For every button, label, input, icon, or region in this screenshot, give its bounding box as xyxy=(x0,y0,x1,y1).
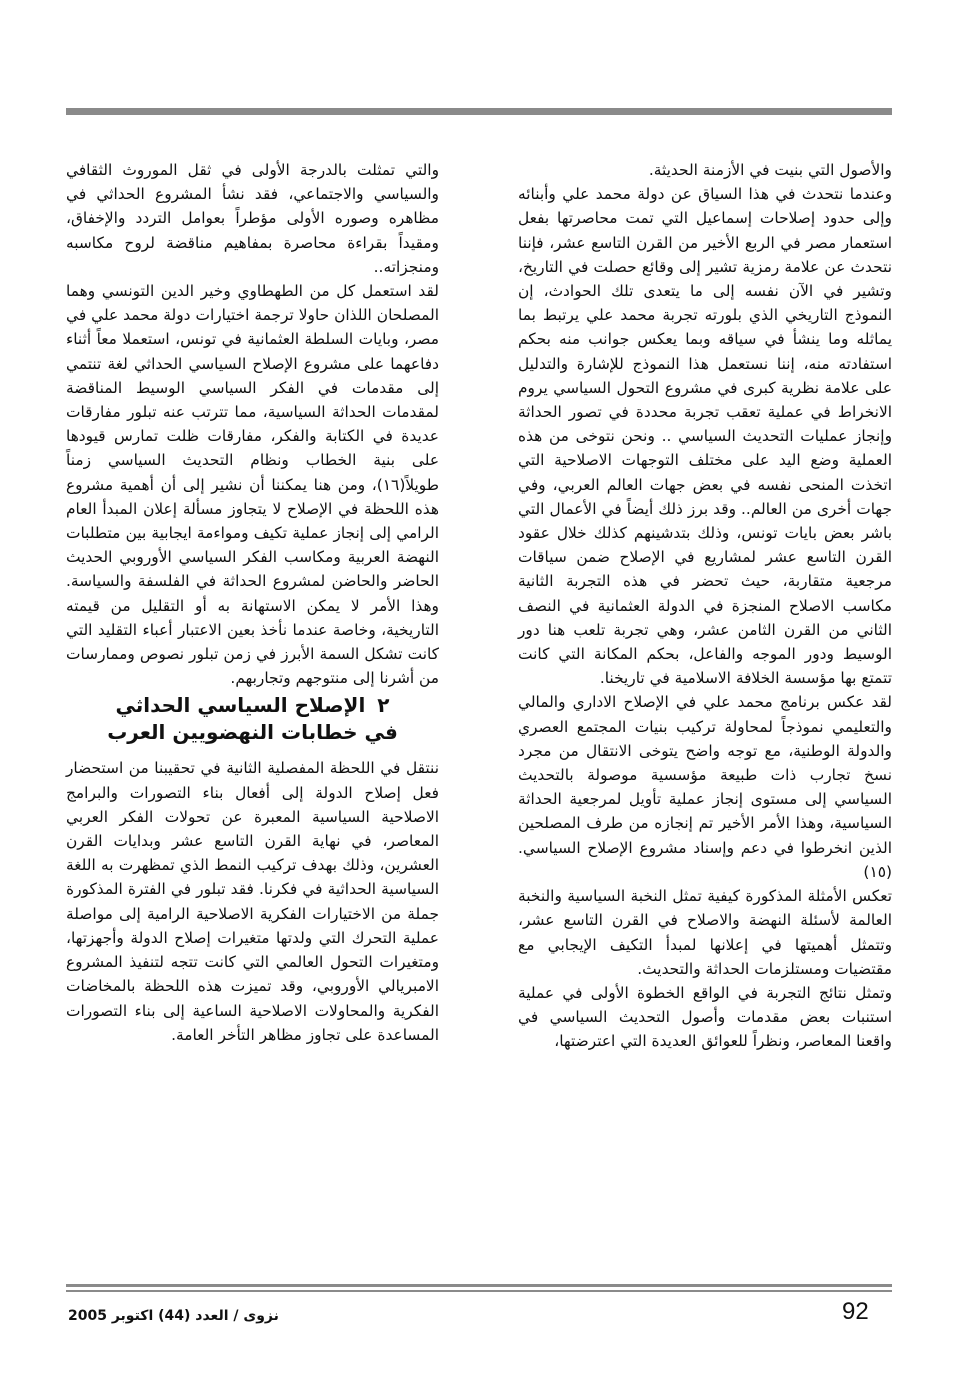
page-number: 92 xyxy=(842,1298,869,1325)
section-title-line2: في خطابات النهضويين العرب xyxy=(107,720,398,745)
section-title-line1: الإصلاح السياسي الحداثي xyxy=(115,693,366,718)
section-heading xyxy=(66,692,439,746)
right-column xyxy=(518,158,892,1054)
paragraph: لقد عكس برنامج محمد علي في الإصلاح الاداري والمالي والتعليمي نموذجاً لمحاولة تركيب بنيات المجتمع العصري والدولة الوطنية، مع توجه واضح يتوخى الانتقال من مجرد نسخ تجارب ذات طبيعة مؤسسية موصولة بالتحديث السياسي إلى مستوى إنجاز عملية تأويل لمرجعية الحداثة السياسية، وهذا الأمر الأخير تم إنجازه من طرف المصلحين الذين انخرطوا في دعم وإسناد مشروع الإصلاح السياسي.(١٥) xyxy=(518,693,892,881)
paragraph: والأصول التي بنيت في الأزمنة الحديثة. xyxy=(648,161,892,179)
paragraph: تعكس الأمثلة المذكورة كيفية تمثل النخبة السياسية والنخبة العالمة لأسئلة النهضة والاصلاح في القرن التاسع عشر، وتتمثل أهميتها في إعلانها لمبدأ التكيف الإيجابي مع مقتضيات ومستلزمات الحداثة والتحديث. xyxy=(518,887,892,978)
paragraph: والتي تمثلت بالدرجة الأولى في ثقل الموروث الثقافي والسياسي والاجتماعي، فقد نشأ المشروع الحداثي في مظاهره وصوره الأولى مؤطراً بعوامل التردد والإخفاق، ومقيداً بقراءة محاصرة بمفاهيم مناقضة لروح مكاسبه ومنجزاته.. xyxy=(66,161,439,276)
bottom-rule xyxy=(66,1290,892,1292)
bottom-rule xyxy=(66,1284,892,1287)
left-column xyxy=(66,158,439,1047)
section-number: ٢ xyxy=(377,693,390,718)
paragraph: ننتقل في اللحظة المفصلية الثانية في تحقيبنا من استحضار فعل إصلاح الدولة إلى أفعال بناء التصورات والبرامج الاصلاحية السياسية المعبرة عن تحولات الفكر العربي المعاصر، في نهاية القرن التاسع عشر وبدايات القرن العشرين، وذلك بهدف تركيب النمط الذي تمظهرت به اللغة السياسية الحداثية في فكرنا. فقد تبلور في الفترة المذكورة جملة من الاختيارات الفكرية الاصلاحية الرامية إلى مواصلة عملية التحرك التي ولدتها متغيرات إصلاح الدولة وأجهزتها، ومتغيرات التحول العالمي التي كانت تتجه لتنفيذ المشروع الامبريالي الأوروبي، وقد تميزت هذه اللحظة بالمخاضات الفكرية والمحاولات الاصلاحية الساعية إلى بناء التصورات المساعدة على تجاوز مظاهر التأخر العامة. xyxy=(66,759,439,1044)
top-rule xyxy=(66,108,892,115)
paragraph: وتمثل نتائج التجربة في الواقع الخطوة الأولى في عملية استنبات بعض مقدمات وأصول التحديث السياسي في واقعنا المعاصر، ونظراً للعوائق العديدة التي اعترضتها، xyxy=(518,983,892,1051)
paragraph: وعندما نتحدث في هذا السياق عن دولة محمد علي وأبنائه وإلى حدود إصلاحات إسماعيل التي تمت محاصرتها بفعل استعمار مصر في الربع الأخير من القرن التاسع عشر، فإننا نتحدث عن علامة رمزية تشير إلى وقائع حصلت في التاريخ، وتشير في الآن نفسه إلى ما يتعدى تلك الحوادث، إن النموذج التاريخي الذي بلورته تجربة محمد علي يرتبط بما يماثله وما ينشأ في سياقه وبما يعكس جوانب منه بحكم استفادته منه، إننا نستعمل هذا النموذج للإشارة والتدليل على علامة نظرية كبرى في مشروع التحول السياسي يروم الانخراط في عملية تعقب تجربة محددة في تصور الحداثة وإنجاز عمليات التحديث السياسي .. ونحن نتوخى من هذه العملية وضع اليد على مختلف التوجهات الاصلاحية التي اتخذت المنحى نفسه في بعض جهات العالم العربي، وفي جهات أخرى من العالم.. وقد برز ذلك أيضاً في الأعمال التي باشر بعض بايات تونس، وذلك بتدشينهم كذلك خلال عقود القرن التاسع عشر لمشاريع في الإصلاح ضمن سياقات مرجعية متقاربة، حيث تحضر في هذه التجربة الثانية مكاسب الاصلاح المنجزة في الدولة العثمانية في النصف الثاني من القرن الثامن عشر، وهي تجربة تلعب هنا دور الوسيط ودور الموجه والفاعل، بحكم المكانة التي كانت تتمتع بها مؤسسة الخلافة الاسلامية في تاريخنا. xyxy=(518,185,892,688)
footer-publication: نزوى / العدد (44) اكتوبر 2005 xyxy=(68,1308,279,1324)
paragraph: لقد استعمل كل من الطهطاوي وخير الدين التونسي وهما المصلحان اللذان حاولا ترجمة اختيارات دولة محمد علي في مصر، وبايات السلطة العثمانية في تونس، استعملا معاً أثناء دفاعهما على مشروع الإصلاح السياسي الحداثي لغة تنتمي إلى مقدمات في الفكر السياسي الوسيط المناقضة لمقدمات الحداثة السياسية، مما تترتب عنه تبلور مفارقات عديدة في الكتابة والفكر، مفارقات ظلت تمارس قيودها على بنية الخطاب ونظام التحديث السياسي زمناً طويلاً(١٦)، ومن هنا يمكننا أن نشير إلى أن أهمية مشروع هذه اللحظة في الإصلاح لا يتجاوز مسألة إعلان المبدأ العام الرامي إلى إنجاز عملية تكيف ومواءمة ايجابية بين متطلبات النهضة العربية ومكاسب الفكر السياسي الأوروبي الحديث الحاضر والحاضن لمشروع الحداثة في الفلسفة والسياسة. وهذا الأمر لا يمكن الاستهانة به أو التقليل من قيمته التاريخية، وخاصة عندما نأخذ بعين الاعتبار أعباء التقليد التي كانت تشكل السمة الأبرز في زمن تبلور نصوص وممارسات من أشرنا إلى منتوجهم وتجاربهم. xyxy=(66,282,439,688)
